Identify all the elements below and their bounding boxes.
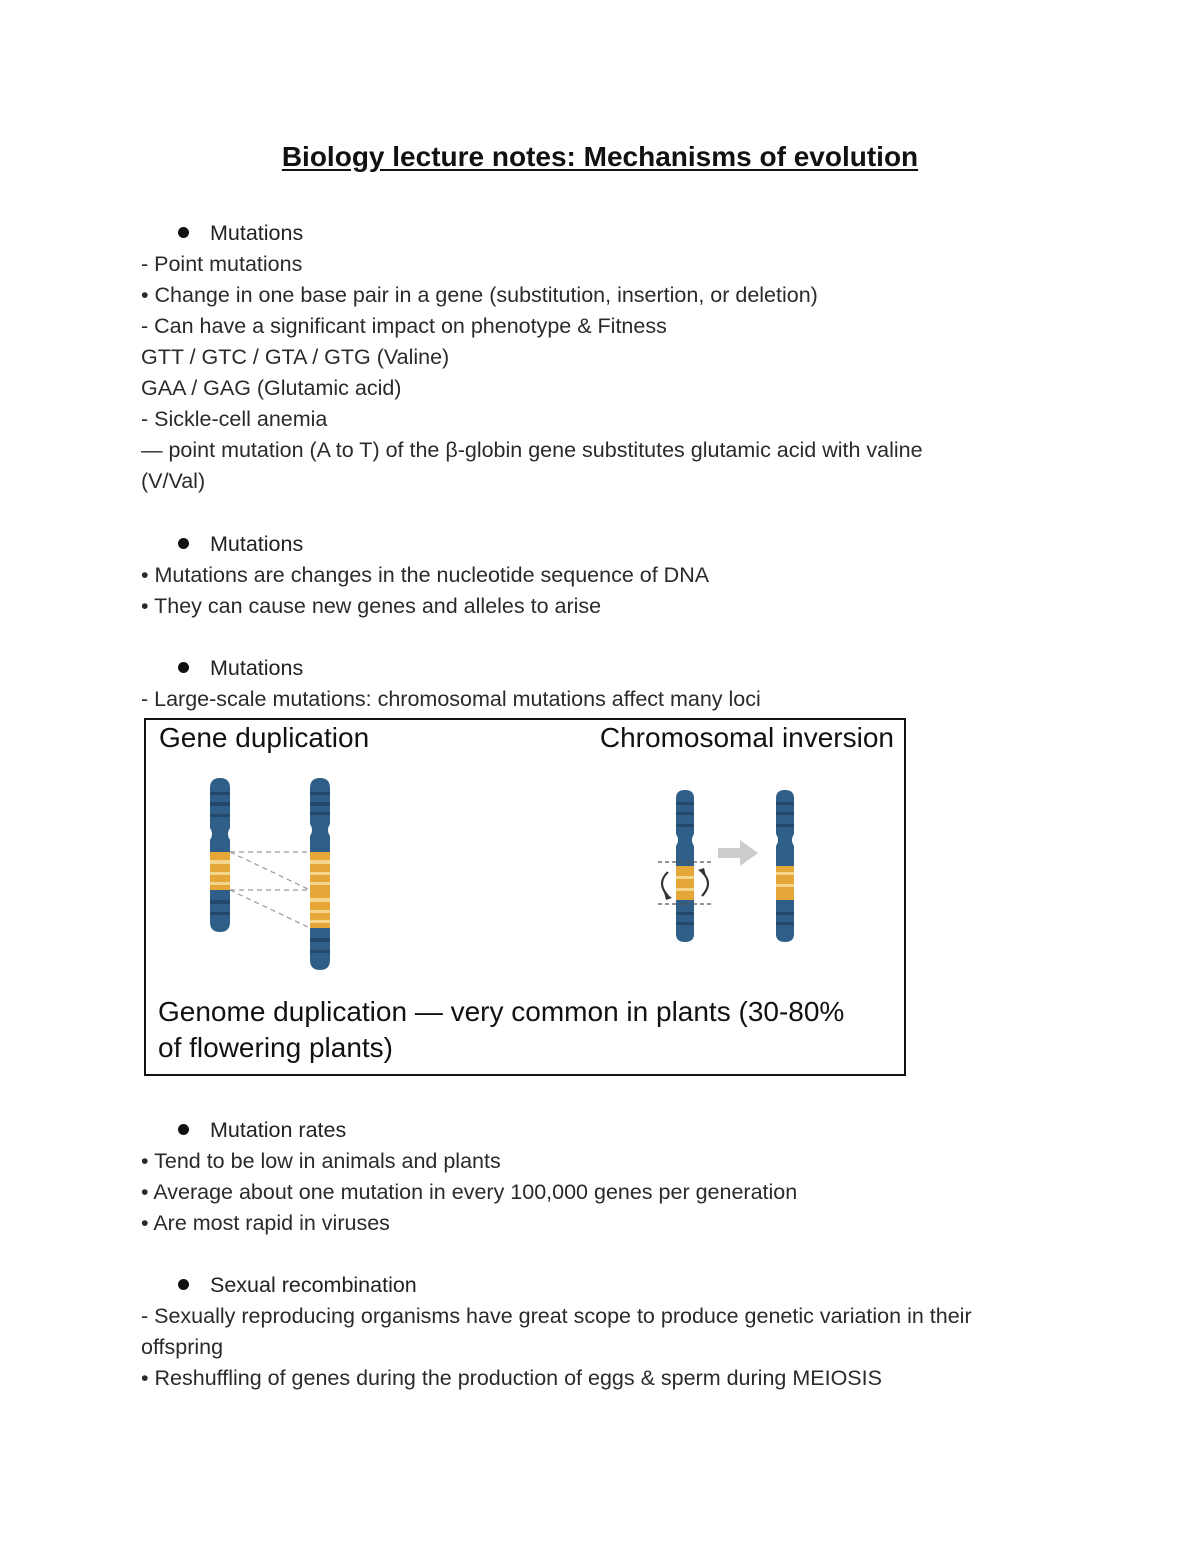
section-heading-mutations-1 bbox=[178, 218, 303, 249]
bullet-icon bbox=[178, 1279, 189, 1290]
inverted-chromosome bbox=[776, 790, 794, 942]
note-line: - Sexually reproducing organisms have great scope to produce genetic variation in their bbox=[141, 1304, 972, 1328]
note-line: • Are most rapid in viruses bbox=[141, 1211, 390, 1235]
note-line: • Average about one mutation in every 100,000 genes per generation bbox=[141, 1180, 798, 1204]
note-line: GTT / GTC / GTA / GTG (Valine) bbox=[141, 345, 450, 369]
chromosomal-mutations-figure bbox=[144, 718, 906, 1076]
original-chromosome bbox=[210, 778, 230, 932]
section-heading-text: Mutations bbox=[210, 656, 304, 680]
duplication-guide-lines bbox=[230, 852, 310, 928]
note-line: • Tend to be low in animals and plants bbox=[141, 1149, 501, 1173]
section-heading-sexual-recombination bbox=[178, 1270, 417, 1301]
bullet-icon bbox=[178, 538, 189, 549]
duplicated-chromosome bbox=[310, 778, 330, 970]
right-arrow-icon bbox=[718, 840, 758, 866]
note-line: • They can cause new genes and alleles to arise bbox=[141, 594, 602, 618]
section-heading-text: Sexual recombination bbox=[210, 1273, 417, 1297]
note-line: • Change in one base pair in a gene (substitution, insertion, or deletion) bbox=[141, 283, 818, 307]
section-heading-text: Mutations bbox=[210, 221, 304, 245]
note-line: • Mutations are changes in the nucleotide sequence of DNA bbox=[141, 563, 710, 587]
gene-duplication-heading: Gene duplication bbox=[159, 722, 370, 753]
note-line: - Large-scale mutations: chromosomal mutations affect many loci bbox=[141, 687, 761, 711]
bullet-icon bbox=[178, 1124, 189, 1135]
figure-caption-line: Genome duplication — very common in plants (30-80% bbox=[158, 996, 845, 1027]
section-heading-text: Mutation rates bbox=[210, 1118, 347, 1142]
note-line: • Reshuffling of genes during the production of eggs & sperm during MEIOSIS bbox=[141, 1366, 882, 1390]
note-line: GAA / GAG (Glutamic acid) bbox=[141, 376, 402, 400]
note-line: - Sickle-cell anemia bbox=[141, 407, 328, 431]
page-title: Biology lecture notes: Mechanisms of evolution bbox=[281, 141, 919, 172]
figure-caption bbox=[158, 994, 898, 1066]
section-heading-mutations-3 bbox=[178, 653, 303, 684]
section-heading-mutations-2 bbox=[178, 529, 303, 560]
bullet-icon bbox=[178, 662, 189, 673]
section-heading-text: Mutations bbox=[210, 532, 304, 556]
figure-caption-line: of flowering plants) bbox=[158, 1032, 394, 1063]
note-line: — point mutation (A to T) of the β-globin gene substitutes glutamic acid with valine bbox=[141, 438, 923, 462]
note-line: - Point mutations bbox=[141, 252, 303, 276]
note-line: offspring bbox=[141, 1335, 224, 1359]
chromosomal-inversion-heading: Chromosomal inversion bbox=[599, 722, 894, 753]
section-heading-mutation-rates bbox=[178, 1115, 346, 1146]
bullet-icon bbox=[178, 227, 189, 238]
note-line: (V/Val) bbox=[141, 469, 206, 493]
pre-inversion-chromosome bbox=[658, 790, 712, 942]
note-line: - Can have a significant impact on phenotype & Fitness bbox=[141, 314, 667, 338]
